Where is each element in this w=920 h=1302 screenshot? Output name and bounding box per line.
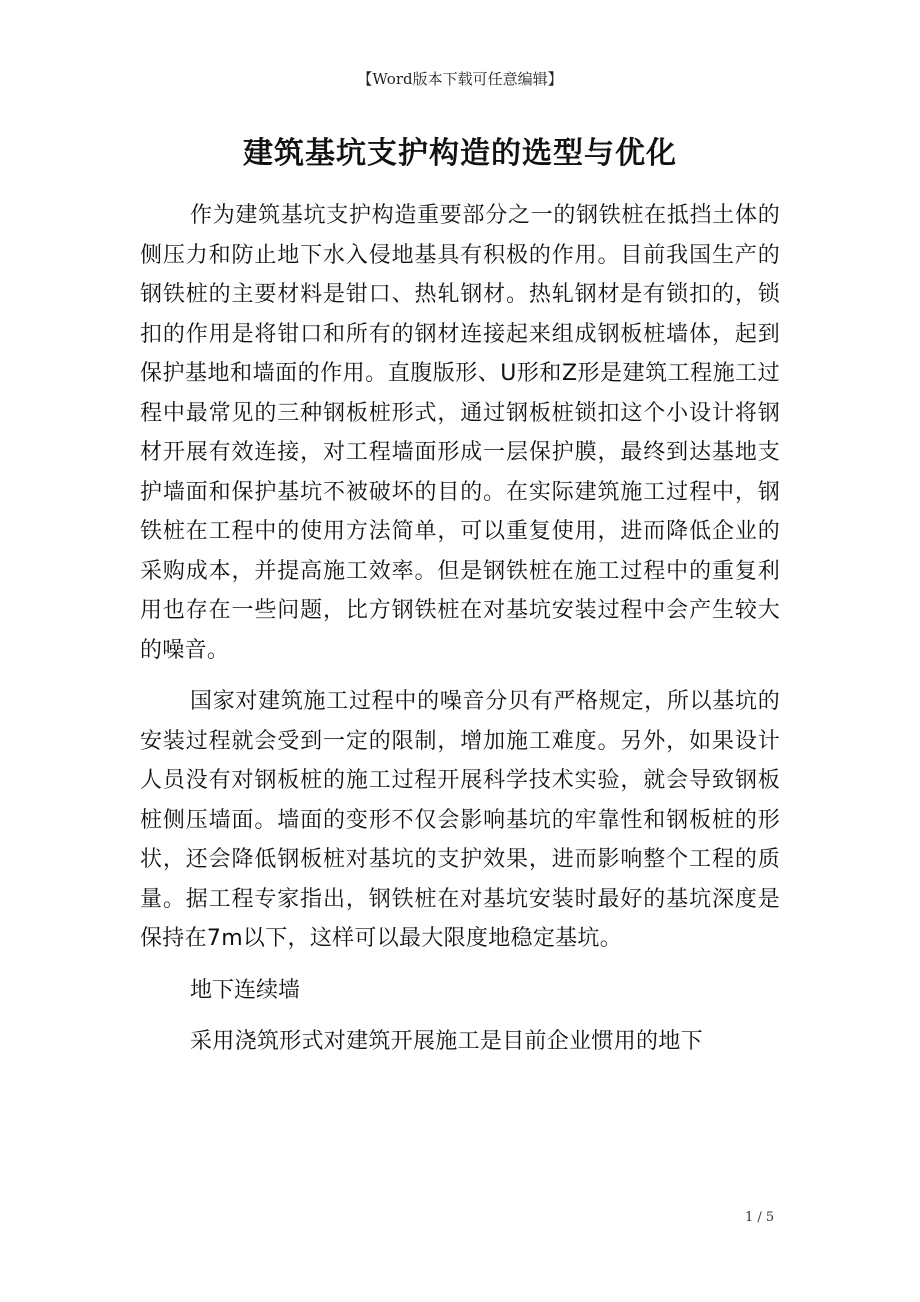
document-title: 建筑基坑支护构造的选型与优化 [243,136,677,171]
section-subheading: 地下连续墙 [190,977,301,1003]
page-header-watermark: 【Word版本下载可任意编辑】 [357,70,563,88]
paragraph-steel-pile: 作为建筑基坑支护构造重要部分之一的钢铁桩在抵挡土体的侧压力和防止地下水入侵地基具有积极的作用。目前我国生产的钢铁桩的主要材料是钳口、热轧钢材。热轧钢材是有锁扣的，锁扣的作用是将钳口和所有的钢材连接起来组成钢板桩墙体，起到保护基地和墙面的作用。直腹版形、U形和Z形是建筑工程施工过程中最常见的三种钢板桩形式，通过钢板桩锁扣这个小设计将钢材开展有效连接，对工程墙面形成一层保护膜，最终到达基地支护墙面和保护基坑不被破坏的目的。在实际建筑施工过程中，钢铁桩在工程中的使用方法简单，可以重复使用，进而降低企业的采购成本，并提高施工效率。但是钢铁桩在施工过程中的重复利用也存在一些问题，比方钢铁桩在对基坑安装过程中会产生较大的噪音。 [140,203,780,663]
document-body [140,196,780,1074]
paragraph-continuous-wall: 采用浇筑形式对建筑开展施工是目前企业惯用的地下 [190,1029,703,1054]
paragraph-noise-regulation: 国家对建筑施工过程中的噪音分贝有严格规定，所以基坑的安装过程就会受到一定的限制，增加施工难度。另外，如果设计人员没有对钢板桩的施工过程开展科学技术实验，就会导致钢板桩侧压墙面。墙面的变形不仅会影响基坑的牢靠性和钢板桩的形状，还会降低钢板桩对基坑的支护效果，进而影响整个工程的质量。据工程专家指出，钢铁桩在对基坑安装时最好的基坑深度是保持在7m以下，这样可以最大限度地稳定基坑。 [140,689,780,951]
page-number: 1 / 5 [745,1210,775,1225]
